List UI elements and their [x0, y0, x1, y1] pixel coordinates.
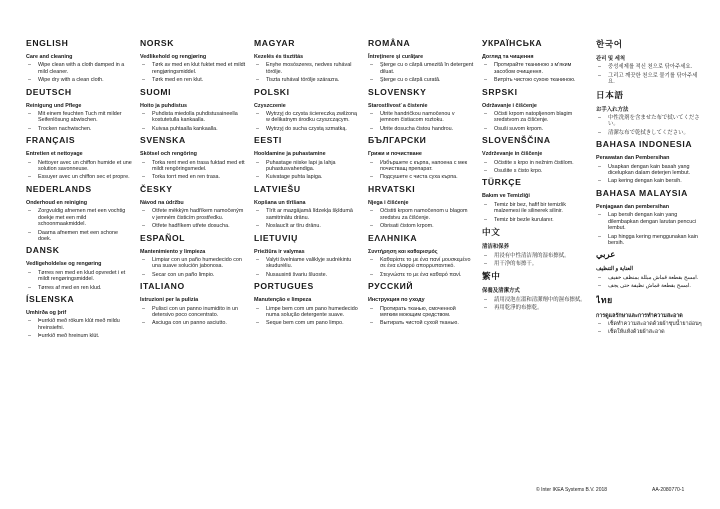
care-instructions-sheet: [26, 36, 706, 488]
section-title: Vedligeholdelse og rengøring: [26, 261, 102, 268]
instruction-item: – 그리고 깨끗한 천으로 물기를 닦아주세요.: [596, 73, 702, 86]
lang-section: [482, 38, 588, 84]
lang-section: [596, 38, 702, 86]
instruction-item: – Протирайте тканиною з м'яким засобом очищення.: [482, 62, 588, 75]
lang-section: [254, 233, 360, 279]
section-title: Istruzioni per la pulizia: [140, 297, 199, 304]
language-heading: NEDERLANDS: [26, 183, 92, 194]
language-heading: ENGLISH: [26, 38, 69, 48]
lang-section: [482, 270, 588, 311]
language-heading: FRANÇAIS: [26, 135, 76, 146]
section-title: การดูแลรักษาและการทำความสะอาด: [596, 312, 683, 319]
lang-section: [140, 281, 246, 327]
language-heading: ΕΛΛΗΝΙΚΑ: [368, 232, 418, 243]
instruction-item: – Lap hingga kering menggunakan kain bersih.: [596, 234, 702, 247]
lang-section: [140, 233, 246, 279]
language-heading: БЪЛГАРСКИ: [368, 135, 427, 146]
section-title: Care and cleaning: [26, 54, 73, 60]
instruction-item: – Tørk av med en klut fuktet med et mildt rengjøringsmiddel.: [140, 62, 246, 75]
instruction-item: – Tørres ren med en klud opvredet i et mildt rengøringsmiddel.: [26, 270, 132, 283]
section-title: Priežiūra ir valymas: [254, 248, 305, 255]
section-title: Návod na údržbu: [140, 199, 184, 206]
product-number: AA-2080770-1: [652, 487, 685, 493]
language-heading: SRPSKI: [482, 86, 518, 97]
lang-section: [254, 87, 360, 133]
instruction-item: – 再用乾淨的布擦乾。: [482, 305, 588, 311]
footer: [0, 487, 720, 497]
instruction-item: – Nusausinti švariu šluoste.: [254, 272, 360, 278]
section-title: Hoito ja puhdistus: [140, 102, 188, 109]
instruction-item: – Þurrkið með rökum klút með mildu hreinsiefni.: [26, 318, 132, 331]
column-4: [368, 36, 474, 488]
language-heading: SLOVENŠČINA: [482, 135, 551, 146]
section-title: Manutenção e limpeza: [254, 297, 312, 304]
section-title: Njega i čišćenje: [368, 199, 409, 206]
language-heading: ČESKY: [140, 183, 173, 194]
language-heading: MAGYAR: [254, 38, 296, 48]
language-heading: 中文: [482, 227, 501, 238]
lang-section: [26, 38, 132, 84]
language-heading: HRVATSKI: [368, 183, 416, 194]
lang-section: [368, 233, 474, 279]
instruction-item: – Trocken nachwischen.: [26, 126, 132, 132]
instruction-item: – Lap bersih dengan kain yang dilembapkan dengan larutan pencuci lembut.: [596, 212, 702, 231]
instruction-item: – Daarna afnemen met een schone doek.: [26, 230, 132, 243]
section-title: Bakım ve Temizliği: [482, 193, 530, 200]
lang-section: [140, 184, 246, 230]
column-5: [482, 36, 588, 488]
section-title: Reinigung und Pflege: [26, 102, 82, 109]
lang-section: [482, 226, 588, 267]
section-title: Kopšana un tīrīšana: [254, 199, 306, 206]
instruction-item: – Limpiar con un paño humedecido con una suave solución jabonosa.: [140, 257, 246, 270]
language-heading: DANSK: [26, 245, 60, 256]
section-title: Penjagaan dan pembersihan: [596, 203, 670, 210]
section-title: Mantenimiento y limpieza: [140, 248, 206, 255]
instruction-item: – เช็ดทำความสะอาดด้วยผ้าชุบน้ำยาอ่อนๆ: [596, 321, 702, 327]
section-title: Perawatan dan Pembersihan: [596, 155, 670, 162]
instruction-item: – 清潔な布で乾拭きしてください。: [596, 130, 702, 136]
instruction-item: – Wytrzyj do sucha czystą szmatką.: [254, 126, 360, 132]
column-6: [596, 36, 702, 488]
lang-section: [26, 184, 132, 242]
section-title: Onderhoud en reiniging: [26, 199, 88, 206]
language-heading: SVENSKA: [140, 135, 186, 146]
section-title: Vedlikehold og rengjøring: [140, 54, 207, 60]
lang-section: [368, 38, 474, 84]
lang-section: [254, 135, 360, 181]
language-heading: LATVIEŠU: [254, 183, 301, 194]
lang-section: [596, 188, 702, 246]
instruction-item: – Očisti krpom natopljenom blagim sredstvom za čišćenje.: [482, 111, 588, 124]
instruction-item: – Wytrzyj do czysta ściereczką zwilżoną w delikatnym środku czyszczącym.: [254, 111, 360, 124]
instruction-item: – Καθαρίστε το με ένα πανί μουσκεμένο σε ένα ελαφρύ απορρυπαντικό.: [368, 257, 474, 270]
lang-section: [140, 38, 246, 84]
instruction-item: – 請用浸泡在溫和清潔劑中的濕布擦拭。: [482, 297, 588, 303]
instruction-item: – Enyhe mosószeres, nedves ruhával törölje.: [254, 62, 360, 75]
instruction-item: – Витріть чистою сухою тканиною.: [482, 77, 588, 83]
instruction-item: – Lap kering dengan kain bersih.: [596, 178, 702, 184]
instruction-item: – Essuyer avec un chiffon sec et propre.: [26, 174, 132, 180]
instruction-item: – Temiz bir bez, hafif bir temizlik malzemesi ile silinerek silinir.: [482, 202, 588, 215]
instruction-item: – Obrisati čistom krpom.: [368, 223, 474, 229]
instruction-item: – Torka rent med en trasa fuktad med ett mildt rengöringsmedel.: [140, 160, 246, 173]
lang-section: [254, 281, 360, 327]
section-title: Vzdrževanje in čiščenje: [482, 151, 543, 158]
section-title: 保養及清潔方式: [482, 288, 520, 295]
instruction-item: – Kuivatage puhta lapiga.: [254, 174, 360, 180]
instruction-item: – Utrite handričkou namočenou v jemnom čistiacom roztoku.: [368, 111, 474, 124]
column-3: [254, 36, 360, 488]
section-title: Kezelés és tisztítás: [254, 54, 304, 60]
section-title: Догляд та чищення: [482, 54, 534, 60]
instruction-item: – 中性洗剤を含ませた布で拭いてください。: [596, 115, 702, 128]
instruction-item: – Otřete měkkým hadříkem namočeným v jemném čisticím prostředku.: [140, 208, 246, 221]
language-heading: NORSK: [140, 38, 175, 48]
lang-section: [26, 87, 132, 133]
instruction-item: – Στεγνώστε το με ένα καθαρό πανί.: [368, 272, 474, 278]
lang-section: [26, 245, 132, 291]
instruction-item: – Usapkan dengan kain basah yang dicelupkan dalam deterjen lembut.: [596, 164, 702, 177]
language-heading: SUOMI: [140, 86, 172, 97]
section-title: العناية و التنظيف: [596, 266, 634, 273]
instruction-item: – เช็ดให้แห้งด้วยผ้าสะอาด: [596, 329, 702, 335]
lang-section: [254, 184, 360, 230]
instruction-item: – Otřete hadříkem utřete dosucha.: [140, 223, 246, 229]
section-title: Skötsel och rengöring: [140, 151, 197, 158]
instruction-item: – Temiz bir bezle kurulanır.: [482, 217, 588, 223]
lang-section: [482, 135, 588, 174]
section-title: Инструкция по уходу: [368, 297, 425, 304]
lang-section: [596, 293, 702, 336]
section-title: Hooldamine ja puhastamine: [254, 151, 326, 158]
instruction-item: – Wipe dry with a clean cloth.: [26, 77, 132, 83]
instruction-item: – Kuivaa puhtaalla kankaalla.: [140, 126, 246, 132]
section-title: Starostlivosť a čistenie: [368, 102, 428, 109]
lang-section: [26, 135, 132, 181]
instruction-item: – 用干净的布擦干。: [482, 261, 588, 267]
language-heading: SLOVENSKY: [368, 86, 427, 97]
instruction-item: – Zorgvuldig afnemen met een vochtig doekje met een mild schoonmaakmiddel.: [26, 208, 132, 227]
instruction-item: – Избършете с кърпа, напоена с мек почистващ препарат.: [368, 160, 474, 173]
instruction-item: – Očistiti krpom namočenom u blagom sredstvu za čišćenje.: [368, 208, 474, 221]
section-title: Întreţinere şi curăţare: [368, 54, 424, 60]
instruction-item: – Tiszta ruhával törölje szárazra.: [254, 77, 360, 83]
section-title: Entretien et nettoyage: [26, 151, 83, 158]
instruction-item: – Noslaucīt ar tīru drānu.: [254, 223, 360, 229]
instruction-item: – Valyti švelniame valiklyje sudrėkintu skudurėliu.: [254, 257, 360, 270]
instruction-item: – Limpe bem com um pano humedecido numa solução detergente suave.: [254, 306, 360, 319]
instruction-item: – Puhastage niiske lapi ja lahja puhastusvahendiga.: [254, 160, 360, 173]
lang-section: [368, 184, 474, 230]
copyright-text: © Inter IKEA Systems B.V. 2018: [536, 487, 608, 493]
lang-section: [140, 87, 246, 133]
instruction-item: – امسح بقطعة قماش مبللة بمنظف خفيف.: [596, 275, 702, 281]
column-1: [26, 36, 132, 488]
lang-section: [482, 87, 588, 133]
lang-section: [368, 87, 474, 133]
section-title: Czyszczenie: [254, 102, 286, 109]
lang-section: [596, 139, 702, 185]
language-heading: ITALIANO: [140, 281, 185, 292]
language-heading: 한국어: [596, 39, 623, 49]
instruction-item: – Wipe clean with a cloth damped in a mild cleaner.: [26, 62, 132, 75]
instruction-item: – Secar con un paño limpio.: [140, 272, 246, 278]
language-heading: УКРАЇНСЬКА: [482, 38, 543, 48]
lang-section: [596, 249, 702, 289]
language-heading: PORTUGUES: [254, 281, 314, 292]
instruction-item: – Şterge cu o cârpă curată.: [368, 77, 474, 83]
instruction-item: – Seque bem com um pano limpo.: [254, 320, 360, 326]
column-2: [140, 36, 246, 488]
lang-section: [368, 135, 474, 181]
lang-section: [140, 135, 246, 181]
lang-section: [368, 281, 474, 327]
instruction-item: – Протирать тканью, смоченной мягким моющим средством.: [368, 306, 474, 319]
language-heading: ไทย: [596, 294, 613, 305]
language-heading: ROMÂNA: [368, 38, 411, 48]
section-title: 관리 및 세척: [596, 56, 626, 62]
instruction-item: – Þurrkið með hreinum klút.: [26, 333, 132, 339]
instruction-item: – 用浸有中性清洁剂的湿布擦拭。: [482, 253, 588, 259]
instruction-item: – Mit einem feuchten Tuch mit milder Seifenlösung abwischen.: [26, 111, 132, 124]
section-title: 清洁和保养: [482, 244, 509, 251]
section-title: Održavanje i čišćenje: [482, 102, 537, 109]
instruction-item: – Asciuga con un panno asciutto.: [140, 320, 246, 326]
lang-section: [596, 89, 702, 137]
language-heading: عربي: [596, 249, 616, 260]
lang-section: [254, 38, 360, 84]
instruction-item: – Puhdista miedolla puhdistusaineella kostutetulla kankaalla.: [140, 111, 246, 124]
instruction-item: – Şterge cu o cârpă umezită în detergent diluat.: [368, 62, 474, 75]
language-heading: DEUTSCH: [26, 86, 72, 97]
instruction-item: – Tīrīt ar mazgājamā līdzekļa šķīdumā samitrinātu drānu.: [254, 208, 360, 221]
instruction-item: – Očistite s krpo in nežnim čistilom.: [482, 160, 588, 166]
lang-section: [482, 177, 588, 223]
instruction-item: – Pulisci con un panno inumidito in un detersivo poco concentrato.: [140, 306, 246, 319]
language-heading: РУССКИЙ: [368, 281, 414, 292]
language-heading: ESPAÑOL: [140, 232, 186, 243]
instruction-item: – 중성세제를 적신 천으로 닦아주세요.: [596, 64, 702, 70]
language-heading: EESTI: [254, 135, 282, 146]
section-title: Συντήρηση και καθαρισμός: [368, 248, 438, 255]
language-heading: ÍSLENSKA: [26, 293, 75, 304]
instruction-item: – امسح بقطعة قماش نظيفة حتى يجف.: [596, 283, 702, 289]
instruction-item: – Подсушете с чиста суха кърпа.: [368, 174, 474, 180]
instruction-item: – Nettoyer avec un chiffon humide et une solution savonneuse.: [26, 160, 132, 173]
instruction-item: – Вытирать чистой сухой тканью.: [368, 320, 474, 326]
section-title: お手入れ方法: [596, 106, 629, 113]
language-heading: 日本語: [596, 89, 624, 100]
language-heading: TÜRKÇE: [482, 177, 522, 188]
lang-section: [26, 294, 132, 340]
language-heading: 繁中: [482, 271, 501, 282]
section-title: Umhirða og þrif: [26, 309, 67, 316]
language-heading: POLSKI: [254, 86, 290, 97]
instruction-item: – Utrite dosucha čistou handrou.: [368, 126, 474, 132]
language-heading: LIETUVIŲ: [254, 232, 298, 243]
section-title: Грижи и почистване: [368, 151, 422, 158]
instruction-item: – Tørk med en ren klut.: [140, 77, 246, 83]
instruction-item: – Osuši suvom krpom.: [482, 126, 588, 132]
instruction-item: – Tørres af med en ren klud.: [26, 285, 132, 291]
language-heading: BAHASA INDONESIA: [596, 139, 693, 150]
instruction-item: – Osušite s čisto krpo.: [482, 168, 588, 174]
language-heading: BAHASA MALAYSIA: [596, 187, 688, 198]
instruction-item: – Torka torrt med en ren trasa.: [140, 174, 246, 180]
